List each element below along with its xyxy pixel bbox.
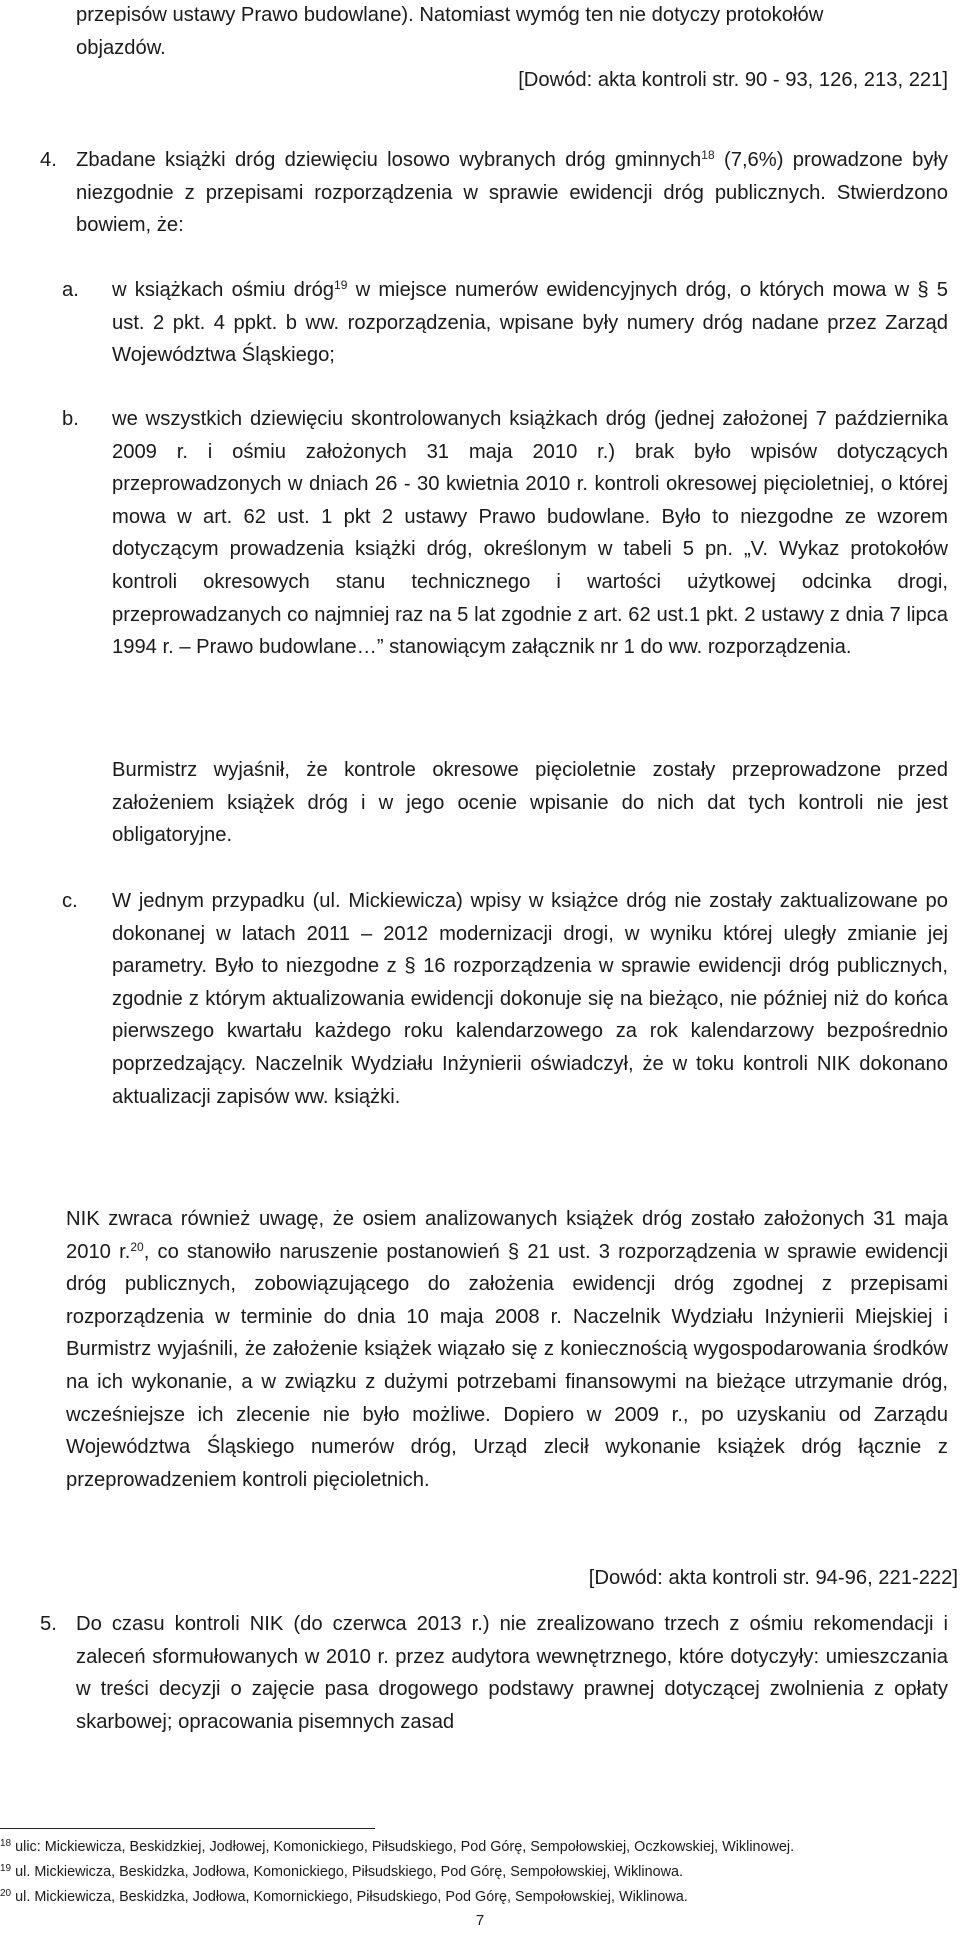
sub-c-paragraph: W jednym przypadku (ul. Mickiewicza) wpisy w książce dróg nie zostały zaktualizowane po dokonanej w latach 2011 – 2012 modernizacji drogi, w wyniku której uległy zmianie jej parametry. Było to niezgodne z § 16 rozporządzenia w sprawie ewidencji dróg publicznych, zgodnie z którym aktualizowania ewidencji dokonuje się na bieżąco, nie później niż do końca pierwszego kwartału każdego roku kalendarzowego za rok kalendarzowy bezpośrednio poprzedzający. Naczelnik Wydziału Inżynierii oświadczył, że w toku kontroli NIK dokonano aktualizacji zapisów ww. książki.	[112, 890, 948, 1108]
footnote-20-text: ul. Mickiewicza, Beskidzka, Jodłowa, Komornickiego, Piłsudskiego, Pod Górę, Sempołowskiej, Wiklinowa.	[15, 1889, 688, 1905]
sub-a-text-b: w miejsce numerów ewidencyjnych dróg, o których mowa w § 5 ust. 2 pkt. 4 ppkt. b ww. rozporządzenia, wpisane były numery dróg nadane przez Zarząd Województwa Śląskiego;	[112, 279, 948, 367]
footnote-20-number: 20	[0, 1888, 12, 1899]
nik-text-a: NIK zwraca również uwagę, że osiem analizowanych książek dróg zostało założonych 31 maja 2010 r.	[66, 1208, 948, 1263]
item-5-number: 5.	[40, 1613, 57, 1635]
item-4-number: 4.	[40, 149, 57, 171]
footnote-ref-20: 20	[130, 1239, 144, 1254]
item-4-text-b: (7,6%) prowadzone były niezgodnie z przepisami rozporządzenia w sprawie ewidencji dróg publicznych. Stwierdzono bowiem, że:	[76, 149, 949, 237]
footnote-19	[0, 1863, 960, 1881]
footnote-19-number: 19	[0, 1863, 12, 1874]
sub-b-letter: b.	[62, 408, 79, 430]
sub-a-paragraph	[112, 274, 948, 372]
top-paragraph	[76, 0, 948, 97]
footnote-18-text: ulic: Mickiewicza, Beskidzkiej, Jodłowej, Komonickiego, Piłsudskiego, Pod Górę, Sempołowskiej, Oczkowskiej, Wiklinowej.	[15, 1839, 795, 1855]
footnote-18	[0, 1838, 960, 1856]
sub-a-text-a: w książkach ośmiu dróg	[112, 279, 335, 301]
evidence-reference-1: [Dowód: akta kontroli str. 90 - 93, 126, 213, 221]	[518, 69, 948, 92]
item-4-paragraph	[76, 144, 948, 242]
footnote-18-number: 18	[0, 1838, 12, 1849]
nik-text-b: , co stanowiło naruszenie postanowień § 21 ust. 3 rozporządzenia w sprawie ewidencji dróg publicznych, zobowiązującego do założenia ewidencji dróg zgodnej z przepisami rozporządzenia w terminie do dnia 10 maja 2008 r. Naczelnik Wydziału Inżynierii Miejskiej i Burmistrz wyjaśnili, że założenie książek wiązało się z koniecznością wygospodarowania środków na ich wykonanie, a w związku z dużymi potrzebami finansowymi na bieżące utrzymanie dróg, wcześniejsze ich zlecenie nie było możliwe. Dopiero w 2009 r., po uzyskaniu od Zarządu Województwa Śląskiego numerów dróg, Urząd zlecił wykonanie książek dróg łącznie z przeprowadzeniem kontroli pięcioletnich.	[66, 1240, 948, 1491]
evidence-reference-2: [Dowód: akta kontroli str. 94-96, 221-222]	[588, 1567, 958, 1589]
nik-paragraph	[66, 1203, 948, 1496]
sub-b-paragraph: we wszystkich dziewięciu skontrolowanych książkach dróg (jednej założonej 7 października 2009 r. i ośmiu założonych 31 maja 2010 r.) brak było wpisów dotyczących przeprowadzonych w dniach 26 - 30 kwietnia 2010 r. kontroli okresowej pięcioletniej, o której mowa w art. 62 ust. 1 pkt 2 ustawy Prawo budowlane. Było to niezgodne ze wzorem dotyczącym prowadzenia książki dróg, określonym w tabeli 5 pn. „V. Wykaz protokołów kontroli okresowych stanu technicznego i wartości użytkowej odcinka drogi, przeprowadzanych co najmniej raz na 5 lat zgodnie z art. 62 ust.1 pkt. 2 ustawy z dnia 7 lipca 1994 r. – Prawo budowlane…” stanowiącym załącznik nr 1 do ww. rozporządzenia.	[112, 408, 948, 659]
footnote-19-text: ul. Mickiewicza, Beskidzka, Jodłowa, Komonickiego, Piłsudskiego, Pod Górę, Sempołowskiej, Wiklinowa.	[15, 1864, 683, 1880]
footnote-20	[0, 1888, 960, 1906]
sub-b-explanation: Burmistrz wyjaśnił, że kontrole okresowe pięcioletnie zostały przeprowadzone przed założeniem książek dróg i w jego ocenie wpisanie do nich dat tych kontroli nie jest obligatoryjne.	[112, 759, 948, 847]
footnote-separator	[0, 1828, 375, 1829]
top-line-2: objazdów.	[76, 36, 166, 59]
item-5-paragraph: Do czasu kontroli NIK (do czerwca 2013 r.) nie zrealizowano trzech z ośmiu rekomendacji i zaleceń sformułowanych w 2010 r. przez audytora wewnętrznego, które dotyczyły: umieszczania w treści decyzji o zajęcie pasa drogowego podstawy prawnej dotyczącej zwolnienia z opłaty skarbowej; opracowania pisemnych zasad	[76, 1613, 948, 1733]
page-number: 7	[475, 1912, 485, 1929]
top-line-1: przepisów ustawy Prawo budowlane). Natomiast wymóg ten nie dotyczy protokołów	[76, 4, 824, 26]
sub-a-letter: a.	[62, 279, 79, 301]
sub-c-letter: c.	[62, 890, 78, 912]
footnote-ref-18: 18	[701, 148, 715, 162]
item-4-text-a: Zbadane książki dróg dziewięciu losowo wybranych dróg gminnych	[76, 149, 702, 171]
footnote-ref-19: 19	[334, 278, 348, 292]
